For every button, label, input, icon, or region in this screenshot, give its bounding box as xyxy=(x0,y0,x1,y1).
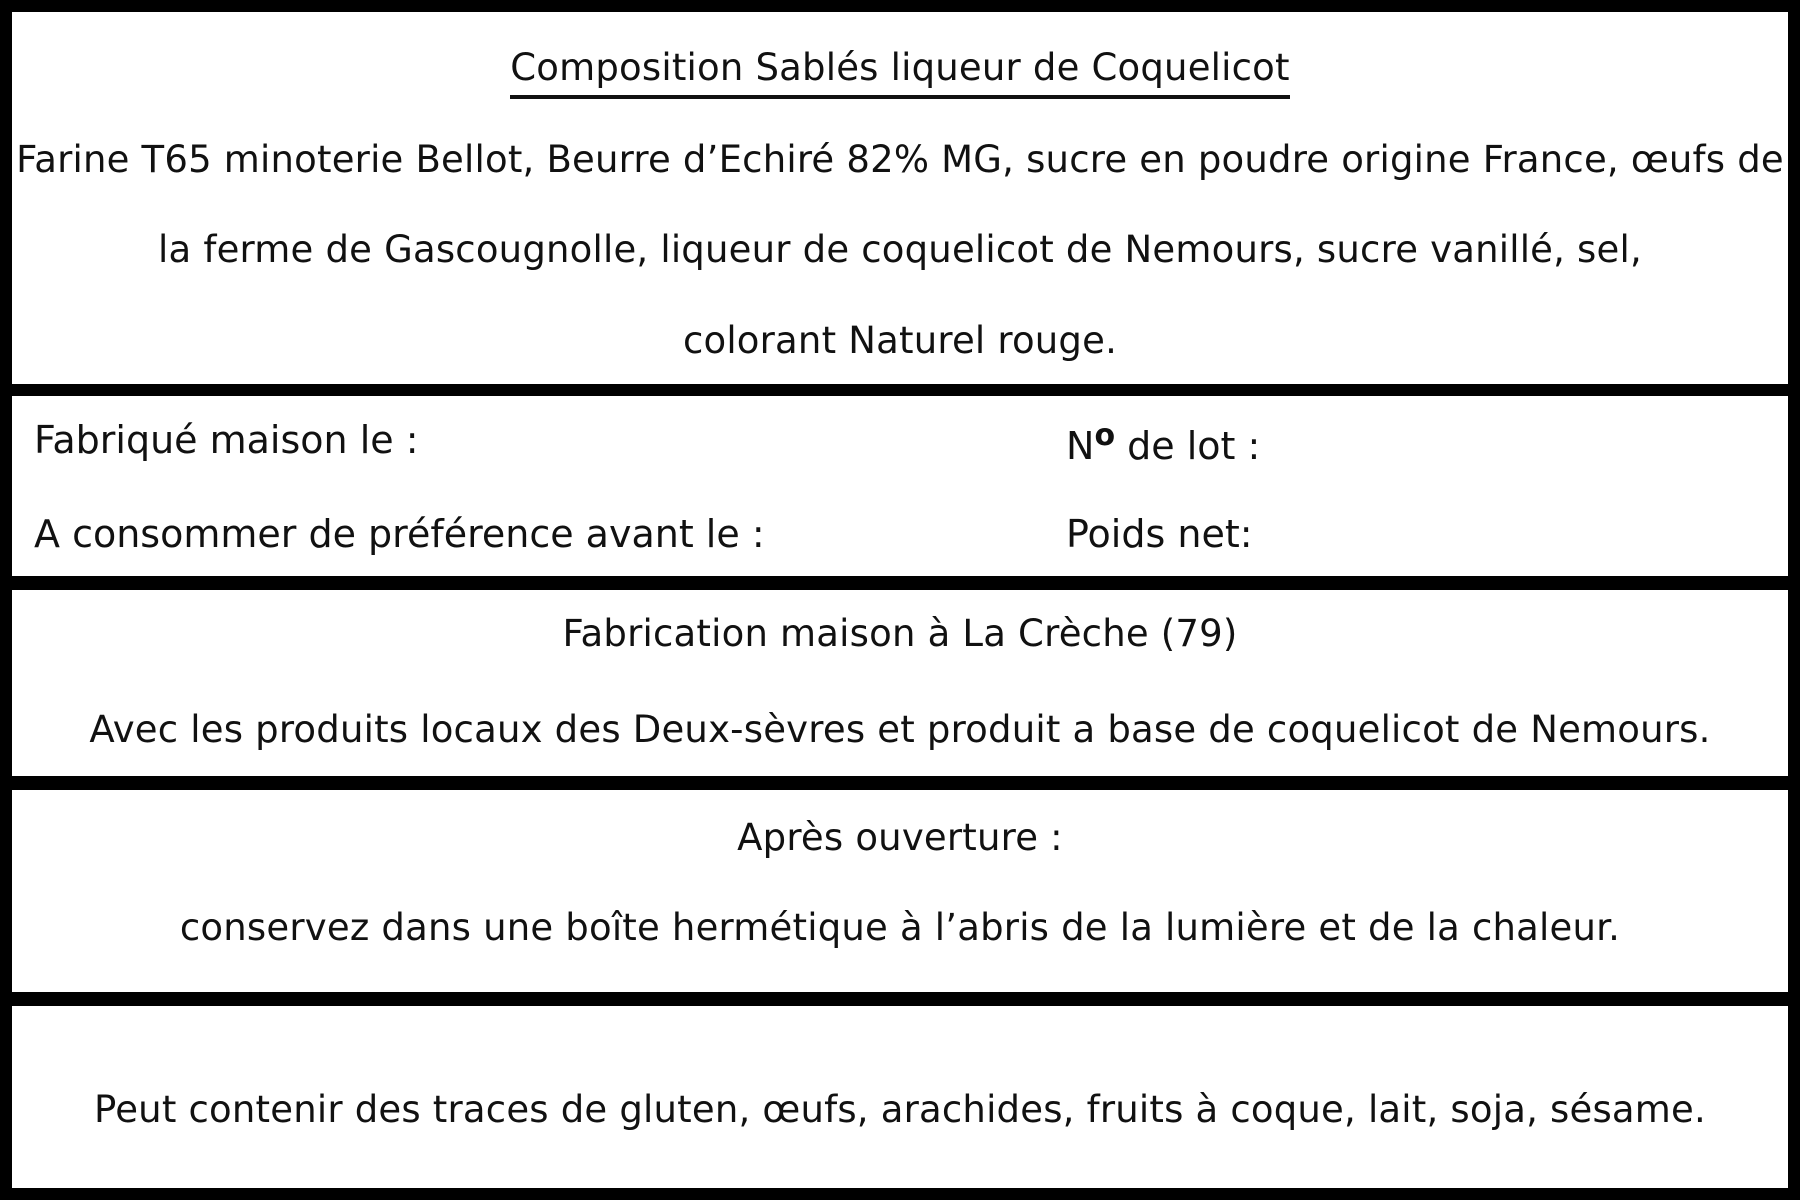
storage-title: Après ouverture : xyxy=(737,816,1063,859)
lot-label-text: de lot : xyxy=(1115,424,1261,468)
composition-line-3: colorant Naturel rouge. xyxy=(682,319,1118,362)
origin-line-1: Fabrication maison à La Crèche (79) xyxy=(562,612,1238,655)
lot-number-label xyxy=(1066,418,1260,468)
origin-line-2: Avec les produits locaux des Deux-sèvres et produit a base de coquelicot de Nemours. xyxy=(89,708,1711,751)
storage-text: conservez dans une boîte hermétique à l’abris de la lumière et de la chaleur. xyxy=(179,906,1621,949)
lot-degree-symbol: o xyxy=(1094,418,1116,453)
net-weight-label: Poids net: xyxy=(1066,512,1253,556)
storage-panel xyxy=(12,790,1788,992)
origin-panel xyxy=(12,590,1788,776)
composition-line-2: la ferme de Gascougnolle, liqueur de coquelicot de Nemours, sucre vanillé, sel, xyxy=(158,228,1642,271)
allergens-text: Peut contenir des traces de gluten, œufs, arachides, fruits à coque, lait, soja, sésame. xyxy=(94,1088,1706,1131)
composition-title: Composition Sablés liqueur de Coquelicot xyxy=(510,46,1289,99)
best-before-label: A consommer de préférence avant le : xyxy=(34,512,765,556)
lot-prefix: N xyxy=(1066,424,1095,468)
production-info-panel xyxy=(12,396,1788,576)
composition-title-row xyxy=(12,46,1788,99)
made-date-label: Fabriqué maison le : xyxy=(34,418,419,462)
composition-panel xyxy=(12,12,1788,384)
composition-line-1: Farine T65 minoterie Bellot, Beurre d’Echiré 82% MG, sucre en poudre origine France, œufs de xyxy=(16,138,1784,181)
allergens-panel xyxy=(12,1006,1788,1188)
